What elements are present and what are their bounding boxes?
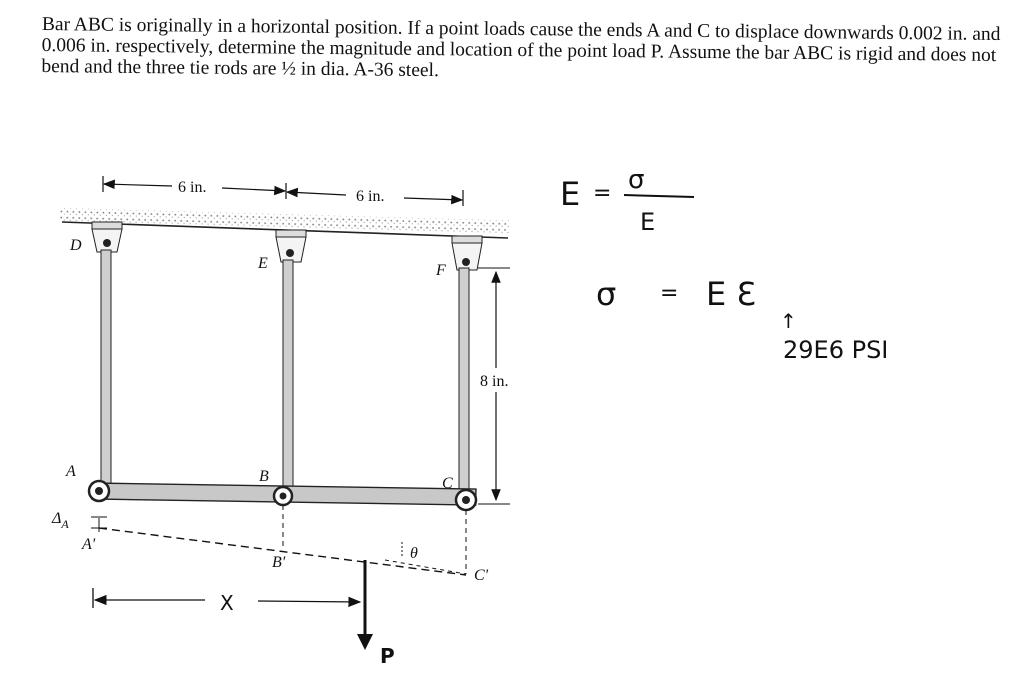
strain-numerator: σ [628,165,645,195]
delta-a-sub: A [61,517,69,531]
tie-rods [101,250,469,493]
handwritten-strain [560,165,694,236]
top-dimension [103,176,463,206]
label-d: D [70,237,82,254]
support-f [452,236,482,270]
support-d [92,222,122,252]
label-a-prime: A' [82,536,96,553]
strain-lhs: E [560,175,581,213]
fraction-bar [624,195,694,197]
theta-label: θ [410,545,418,562]
problem-text: Bar ABC is originally in a horizontal position. If a point loads cause the ends A and C to displace downwards 0.002 in. and 0.006 in. respectively, determine the magnitude and location of the point load P. Assume the bar ABC is rigid and does not bend and the three tie rods are ½ in dia. A-36 steel. [41,14,1001,82]
support-e [276,230,306,262]
stress-rhs: E Ɛ [706,275,757,313]
label-b: B [259,468,269,485]
delta-a-symbol [51,510,69,531]
load-label: P [380,644,395,668]
label-e: E [258,255,268,272]
modulus-arrow: ↑ [780,309,797,333]
modulus-value: 29E6 PSI [783,336,889,364]
dim-rod-length: 8 in. [480,373,509,390]
handwritten-stress [596,275,888,364]
delta-a-main: Δ [52,510,62,527]
dim-top-left: 6 in. [178,179,207,196]
x-dimension [93,588,360,615]
strain-equals: = [593,181,612,206]
stress-equals: = [660,281,679,306]
stress-lhs: σ [596,275,617,313]
label-b-prime: B' [272,554,286,571]
dim-top-right: 6 in. [356,188,385,205]
strain-denominator: E [640,208,656,236]
label-f: F [436,262,446,279]
rod-length-dimension [478,268,510,504]
load-p-arrow [357,560,395,668]
label-c: C [442,475,453,492]
x-label: X [220,591,234,615]
theta-marker [402,542,418,562]
label-a: A [66,463,76,480]
label-c-prime: C' [474,567,489,584]
